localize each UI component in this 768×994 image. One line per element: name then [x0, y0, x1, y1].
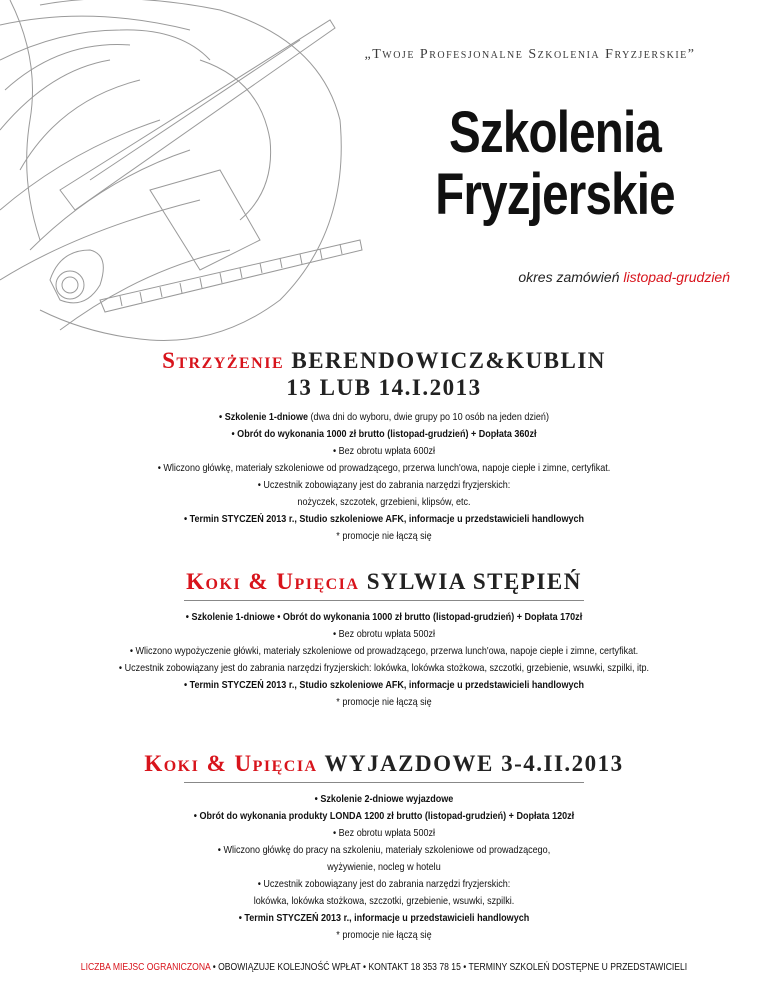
footer-limited-seats: LICZBA MIEJSC OGRANICZONA — [80, 962, 211, 973]
detail-line: • Uczestnik zobowiązany jest do zabrania narzędzi fryzjerskich: — [257, 479, 511, 491]
section-updos-trip — [0, 750, 768, 944]
detail-line: • Wliczono wypożyczenie główki, materiały szkoleniowe od prowadzącego, przerwa lunch'owa, napoje ciepłe i zimne, certyfikat. — [129, 645, 639, 657]
section-heading — [0, 750, 768, 777]
divider — [184, 600, 584, 601]
section-title-red: Strzyżenie — [162, 348, 285, 373]
section-title-dark: SYLWIA STĘPIEŃ — [366, 569, 582, 594]
title-line-2: Fryzjerskie — [435, 162, 675, 227]
divider — [184, 782, 584, 783]
detail-line: • Wliczono główkę do pracy na szkoleniu, materiały szkoleniowe od prowadzącego, — [217, 844, 551, 856]
detail-line: * promocje nie łączą się — [336, 530, 432, 542]
detail-line: * promocje nie łączą się — [336, 929, 432, 941]
detail-line: • Bez obrotu wpłata 600zł — [332, 445, 436, 457]
section-details — [54, 609, 714, 711]
section-date — [0, 374, 768, 401]
detail-line: • Uczestnik zobowiązany jest do zabrania narzędzi fryzjerskich: lokówka, lokówka stożkowa, szczotki, grzebienie, wsuwki, szpilki, itp. — [118, 662, 650, 674]
title-line-1: Szkolenia — [448, 100, 661, 165]
detail-line: • Bez obrotu wpłata 500zł — [332, 628, 436, 640]
detail-line: • Szkolenie 2-dniowe wyjazdowe — [314, 793, 454, 805]
footer-notice — [54, 962, 714, 973]
section-title-red: Koki & Upięcia — [186, 569, 360, 594]
section-title-red: Koki & Upięcia — [144, 751, 318, 776]
section-details — [54, 791, 714, 944]
detail-line: • Wliczono główkę, materiały szkoleniowe od prowadzącego, przerwa lunch'owa, napoje ciepłe i zimne, certyfikat. — [157, 462, 611, 474]
footer-info: • OBOWIĄZUJE KOLEJNOŚĆ WPŁAT • KONTAKT 18 353 78 15 • TERMINY SZKOLEŃ DOSTĘPNE U PRZEDSTAWICIELI — [210, 962, 688, 973]
detail-line: lokówka, lokówka stożkowa, szczotki, grzebienie, wsuwki, szpilki. — [253, 895, 515, 907]
detail-line: • Obrót do wykonania produkty LONDA 1200 zł brutto (listopad-grudzień) + Dopłata 120zł — [193, 810, 575, 822]
section-title-line2: 13 LUB 14.I.2013 — [286, 375, 482, 400]
detail-line: • Bez obrotu wpłata 500zł — [332, 827, 436, 839]
detail-line: • Uczestnik zobowiązany jest do zabrania narzędzi fryzjerskich: — [257, 878, 511, 890]
period-value: listopad-grudzień — [623, 269, 730, 285]
section-title-dark: WYJAZDOWE 3-4.II.2013 — [324, 751, 624, 776]
section-details — [54, 409, 714, 545]
section-heading — [0, 568, 768, 595]
detail-line: wyżywienie, nocleg w hotelu — [327, 861, 441, 873]
tagline: „Twoje Profesjonalne Szkolenia Fryzjerskie” — [364, 47, 696, 62]
section-cutting — [0, 347, 768, 545]
order-period — [420, 269, 730, 285]
detail-line: • Szkolenie 1-dniowe (dwa dni do wyboru, dwie grupy po 10 osób na jeden dzień) — [219, 411, 549, 423]
detail-line: • Termin STYCZEŃ 2013 r., informacje u przedstawicieli handlowych — [238, 912, 530, 924]
detail-line: • Szkolenie 1-dniowe • Obrót do wykonania 1000 zł brutto (listopad-grudzień) + Dopłata 170zł — [185, 611, 583, 623]
section-updos-stepien — [0, 568, 768, 711]
period-label: okres zamówień — [518, 269, 620, 285]
section-title-dark: BERENDOWICZ&KUBLIN — [291, 348, 606, 373]
page-title — [412, 102, 699, 226]
detail-line: • Termin STYCZEŃ 2013 r., Studio szkoleniowe AFK, informacje u przedstawicieli handlowych — [183, 513, 585, 525]
detail-line: • Obrót do wykonania 1000 zł brutto (listopad-grudzień) + Dopłata 360zł — [231, 428, 537, 440]
detail-line: * promocje nie łączą się — [336, 696, 432, 708]
section-heading — [0, 347, 768, 374]
detail-line: • Termin STYCZEŃ 2013 r., Studio szkoleniowe AFK, informacje u przedstawicieli handlowych — [183, 679, 585, 691]
detail-line: nożyczek, szczotek, grzebieni, klipsów, etc. — [297, 496, 471, 508]
